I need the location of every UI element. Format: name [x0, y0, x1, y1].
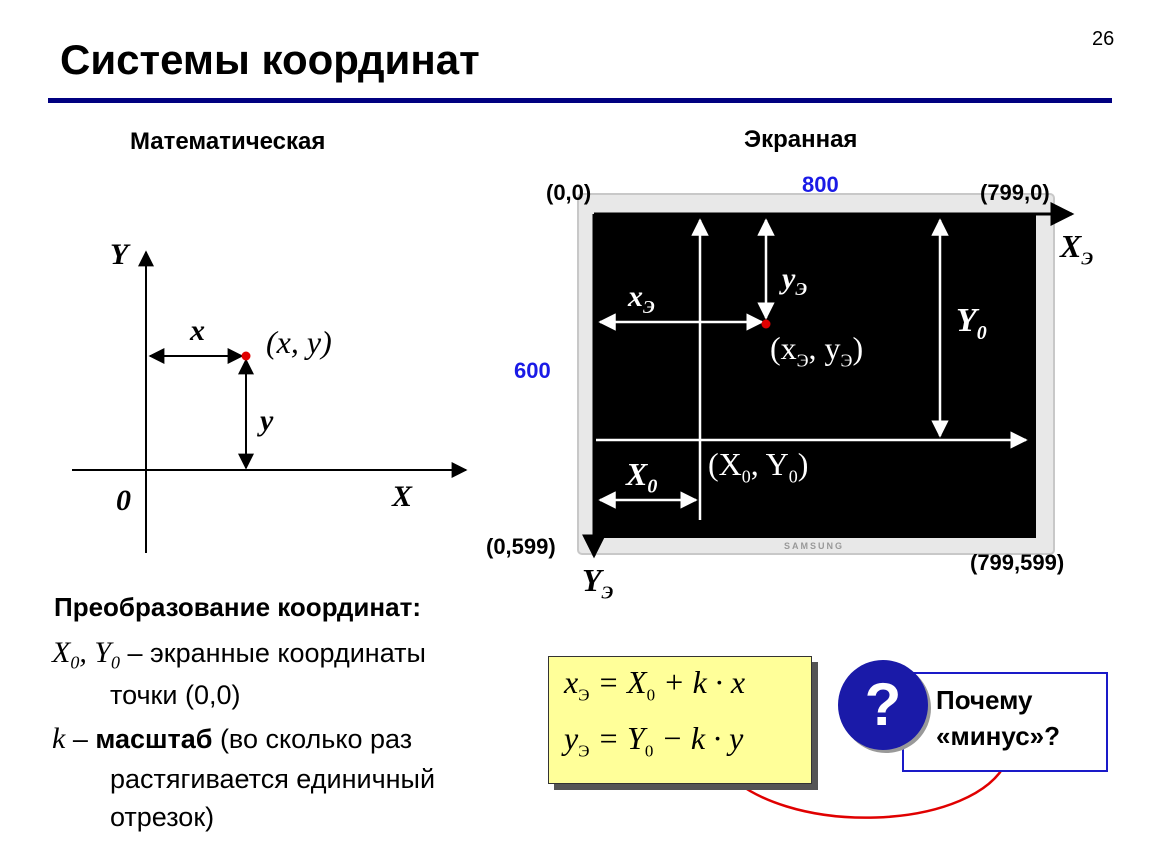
X0-label	[626, 456, 657, 498]
page-title: Системы координат	[60, 36, 480, 83]
screen-x-axis-main: X	[1060, 228, 1082, 264]
screen-point-sub1: Э	[796, 350, 809, 371]
transform-var-k: k	[52, 722, 66, 755]
screen-y-axis-sub: Э	[601, 582, 614, 603]
monitor-brand-logo: SAMSUNG	[784, 541, 845, 551]
screen-y-axis-label	[582, 562, 613, 603]
question-line-2: «минус»?	[936, 721, 1060, 751]
screen-y-axis-main: Y	[582, 562, 602, 598]
screen-origin-open: (X	[708, 446, 742, 482]
screen-x-axis-label	[1060, 228, 1093, 269]
ye-sub: Э	[795, 279, 808, 299]
formula-2-lhs: y	[564, 720, 579, 756]
transform-heading: Преобразование координат:	[54, 592, 421, 622]
math-point	[242, 352, 251, 361]
formula-1-rhs: = X	[597, 664, 647, 700]
corner-bottom-left-label: (0,599)	[486, 534, 556, 559]
transform-var-Y: Y	[94, 636, 112, 669]
screen-height-label: 600	[514, 358, 551, 383]
screen-origin-sub2: 0	[788, 466, 798, 487]
formula-1-lhs-sub: Э	[578, 685, 590, 705]
X0-main: X	[626, 456, 648, 492]
screen-point-close: )	[852, 330, 864, 366]
Y0-label	[956, 302, 987, 345]
formula-2	[564, 720, 743, 761]
xe-main: x	[628, 280, 643, 313]
transform-line-3	[52, 722, 412, 756]
transform-sub-X: 0	[70, 652, 80, 673]
transform-dash: –	[65, 724, 96, 754]
screen-point-open: (x	[770, 330, 797, 366]
math-origin-label: 0	[116, 484, 131, 517]
screen-point-mid: , y	[808, 330, 841, 366]
screen-origin-mid: , Y	[750, 446, 789, 482]
math-dx-label: x	[190, 314, 205, 347]
transform-line-1	[52, 636, 426, 673]
Y0-main: Y	[956, 302, 977, 339]
formula-2-lhs-sub: Э	[578, 741, 590, 761]
corner-top-right-label: (799,0)	[980, 180, 1050, 205]
screen-point-sub2: Э	[840, 350, 853, 371]
formula-1-lhs: x	[564, 664, 579, 700]
formula-2-tail: − k · y	[653, 720, 744, 756]
ye-main: y	[782, 262, 796, 295]
transform-sub-Y: 0	[111, 652, 121, 673]
corner-bottom-right-label: (799,599)	[970, 550, 1065, 575]
ye-label	[782, 262, 807, 300]
math-x-axis-label: X	[392, 480, 413, 513]
formula-2-rhs-sub: 0	[644, 741, 654, 761]
xe-label	[628, 280, 655, 318]
screen-point	[762, 320, 771, 329]
xe-sub: Э	[643, 297, 655, 317]
transform-var-X: X	[52, 636, 71, 669]
X0-sub: 0	[647, 475, 658, 498]
transform-line-3-text: (во сколько раз	[212, 724, 413, 754]
math-y-axis-label: Y	[110, 238, 129, 271]
question-line-1: Почему	[936, 685, 1033, 715]
Y0-sub: 0	[976, 321, 987, 344]
screen-heading: Экранная	[744, 126, 858, 153]
transform-scale-word: масштаб	[95, 724, 213, 754]
formula-2-rhs: = Y	[597, 720, 645, 756]
transform-line-4: растягивается единичный	[110, 764, 436, 794]
screen-origin-close: )	[797, 446, 809, 482]
formula-1	[564, 664, 745, 705]
formula-1-rhs-sub: 0	[646, 685, 656, 705]
transform-line-2: точки (0,0)	[110, 680, 241, 710]
transform-sep: ,	[79, 636, 95, 669]
page-number: 26	[1092, 28, 1115, 50]
math-heading: Математическая	[130, 128, 326, 155]
screen-point-label	[770, 330, 863, 371]
screen-x-axis-sub: Э	[1081, 248, 1094, 269]
question-mark-icon: ?	[838, 660, 928, 750]
math-point-label: (x, y)	[266, 324, 332, 360]
screen-origin-label	[708, 446, 808, 487]
transform-line-1-text: – экранные координаты	[120, 638, 426, 668]
monitor-screen	[594, 214, 1036, 538]
question-text	[936, 682, 1060, 754]
math-dy-label: y	[260, 404, 274, 437]
formula-1-tail: + k · x	[655, 664, 746, 700]
transform-line-5: отрезок)	[110, 802, 215, 832]
screen-width-label: 800	[802, 172, 839, 197]
screen-origin-sub1: 0	[741, 466, 751, 487]
corner-top-left-label: (0,0)	[546, 180, 592, 205]
